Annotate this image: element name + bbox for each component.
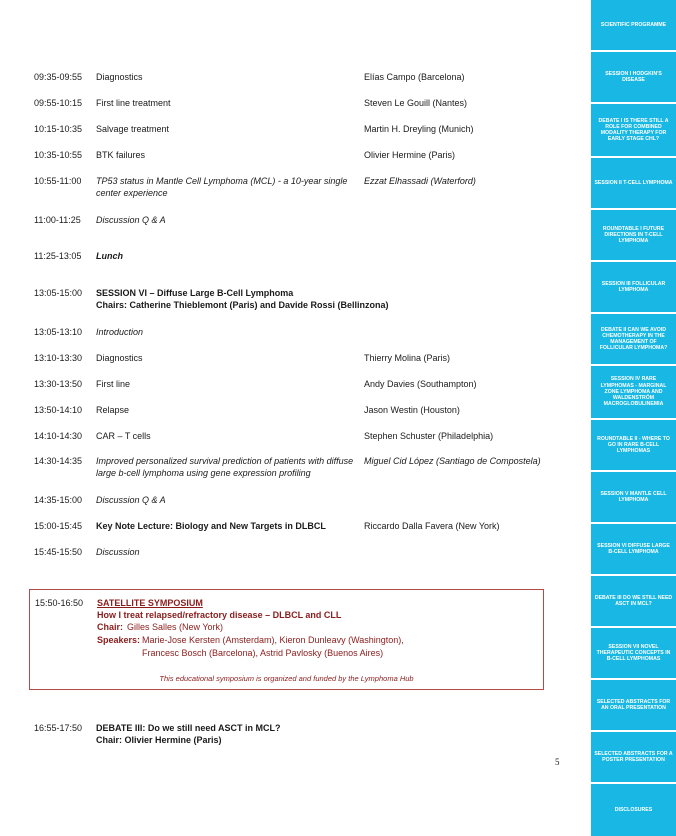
speaker-name: Miguel Cid López (Santiago de Compostela) [364,456,541,466]
talk-title: BTK failures [96,150,146,160]
talk-title: Key Note Lecture: Biology and New Targets in DLBCL [96,521,326,531]
time-slot: 11:00-11:25 [34,215,81,225]
sidebar-item-session-6[interactable]: SESSION VI DIFFUSE LARGE B-CELL LYMPHOMA [591,524,676,574]
talk-title: First line [96,379,131,389]
sidebar-item-oral-abstracts[interactable]: SELECTED ABSTRACTS FOR AN ORAL PRESENTATION [591,680,676,730]
sidebar-item-debate-3[interactable]: DEBATE III DO WE STILL NEED ASCT IN MCL? [591,576,676,626]
talk-title: Diagnostics [96,353,143,363]
satellite-symposium-box [29,589,544,690]
time-slot: 15:45-15:50 [34,547,83,557]
session-title: SESSION VI – Diffuse Large B-Cell Lymphoma [96,288,294,298]
talk-title: First line treatment [96,98,171,108]
time-slot: 13:05-15:00 [34,288,83,298]
sidebar-item-session-3[interactable]: SESSION III FOLLICULAR LYMPHOMA [591,262,676,312]
session-chairs: Chairs: Catherine Thieblemont (Paris) and Davide Rossi (Bellinzona) [96,300,389,310]
speaker-name: Steven Le Gouill (Nantes) [364,98,468,108]
time-slot: 13:10-13:30 [34,353,83,363]
satellite-speakers: Marie-Jose Kersten (Amsterdam), Kieron Dunleavy (Washington), [142,635,404,645]
time-slot: 10:15-10:35 [34,124,83,134]
talk-title: Discussion Q & A [96,215,166,225]
sidebar-item-debate-1[interactable]: DEBATE I IS THERE STILL A ROLE FOR COMBINED MODALITY THERAPY FOR EARLY STAGE CHL? [591,104,676,156]
talk-title: Discussion [96,547,140,557]
satellite-funding-note: This educational symposium is organized and funded by the Lymphoma Hub [159,674,414,683]
speaker-name: Martin H. Dreyling (Munich) [364,124,474,134]
speaker-name: Stephen Schuster (Philadelphia) [364,431,494,441]
sidebar-item-session-5[interactable]: SESSION V MANTLE CELL LYMPHOMA [591,472,676,522]
time-slot: 10:35-10:55 [34,150,83,160]
satellite-chair-label: Chair: [97,622,124,632]
sidebar-item-poster-abstracts[interactable]: SELECTED ABSTRACTS FOR A POSTER PRESENTATION [591,732,676,782]
session-title: DEBATE III: Do we still need ASCT in MCL? [96,723,281,733]
sidebar-item-debate-2[interactable]: DEBATE II CAN WE AVOID CHEMOTHERAPY IN THE MANAGEMENT OF FOLLICULAR LYMPHOMA? [591,314,676,364]
speaker-name: Elías Campo (Barcelona) [364,72,465,82]
sidebar-item-roundtable-1[interactable]: ROUNDTABLE I FUTURE DIRECTIONS IN T-CELL LYMPHOMA [591,210,676,260]
talk-title: Discussion Q & A [96,495,166,505]
sidebar-item-scientific-programme[interactable]: SCIENTIFIC PROGRAMME [591,0,676,50]
speaker-name: Jason Westin (Houston) [364,405,460,415]
talk-title: Improved personalized survival prediction of patients with diffuse large b-cell lymphoma using gene expression profiling [96,456,354,478]
satellite-title: How I treat relapsed/refractory disease – DLBCL and CLL [97,610,342,620]
time-slot: 13:50-14:10 [34,405,83,415]
talk-title: TP53 status in Mantle Cell Lymphoma (MCL) - a 10-year single center experience [96,176,348,198]
time-slot: 10:55-11:00 [34,176,82,186]
speaker-name: Thierry Molina (Paris) [364,353,451,363]
talk-title: Relapse [96,405,130,415]
satellite-heading: SATELLITE SYMPOSIUM [97,598,203,608]
sidebar-item-session-4[interactable]: SESSION IV RARE LYMPHOMAS - MARGINAL ZONE LYMPHOMA AND WALDENSTRÖM MACROGLOBULINEMIA [591,366,676,418]
sidebar-item-session-1[interactable]: SESSION I HODGKIN'S DISEASE [591,52,676,102]
speaker-name: Andy Davies (Southampton) [364,379,477,389]
time-slot: 16:55-17:50 [34,723,83,733]
sidebar-item-roundtable-2[interactable]: ROUNDTABLE II - WHERE TO GO IN RARE B-CELL LYMPHOMAS [591,420,676,470]
satellite-chair: Gilles Salles (New York) [127,622,224,632]
talk-title: CAR – T cells [96,431,151,441]
sidebar-item-session-2[interactable]: SESSION II T-CELL LYMPHOMA [591,158,676,208]
satellite-speakers-label: Speakers: [97,635,141,645]
speaker-name: Riccardo Dalla Favera (New York) [364,521,500,531]
talk-title: Diagnostics [96,72,143,82]
time-slot: 14:30-14:35 [34,456,83,466]
talk-title: Lunch [96,251,123,261]
sidebar-item-session-7[interactable]: SESSION VII NOVEL THERAPEUTIC CONCEPTS IN B-CELL LYMPHOMAS [591,628,676,678]
page-number: 5 [555,757,560,767]
satellite-time: 15:50-16:50 [35,598,84,608]
time-slot: 09:55-10:15 [34,98,83,108]
speaker-name: Ezzat Elhassadi (Waterford) [364,176,476,186]
sidebar-item-disclosures[interactable]: DISCLOSURES [591,784,676,836]
talk-title: Salvage treatment [96,124,170,134]
time-slot: 13:05-13:10 [34,327,83,337]
time-slot: 13:30-13:50 [34,379,83,389]
talk-title: Introduction [96,327,144,337]
time-slot: 09:35-09:55 [34,72,83,82]
time-slot: 14:10-14:30 [34,431,83,441]
speaker-name: Olivier Hermine (Paris) [364,150,456,160]
time-slot: 14:35-15:00 [34,495,83,505]
time-slot: 15:00-15:45 [34,521,83,531]
satellite-speakers: Francesc Bosch (Barcelona), Astrid Pavlosky (Buenos Aires) [142,648,384,658]
session-chairs: Chair: Olivier Hermine (Paris) [96,735,222,745]
time-slot: 11:25-13:05 [34,251,82,261]
section-sidebar [591,0,676,836]
